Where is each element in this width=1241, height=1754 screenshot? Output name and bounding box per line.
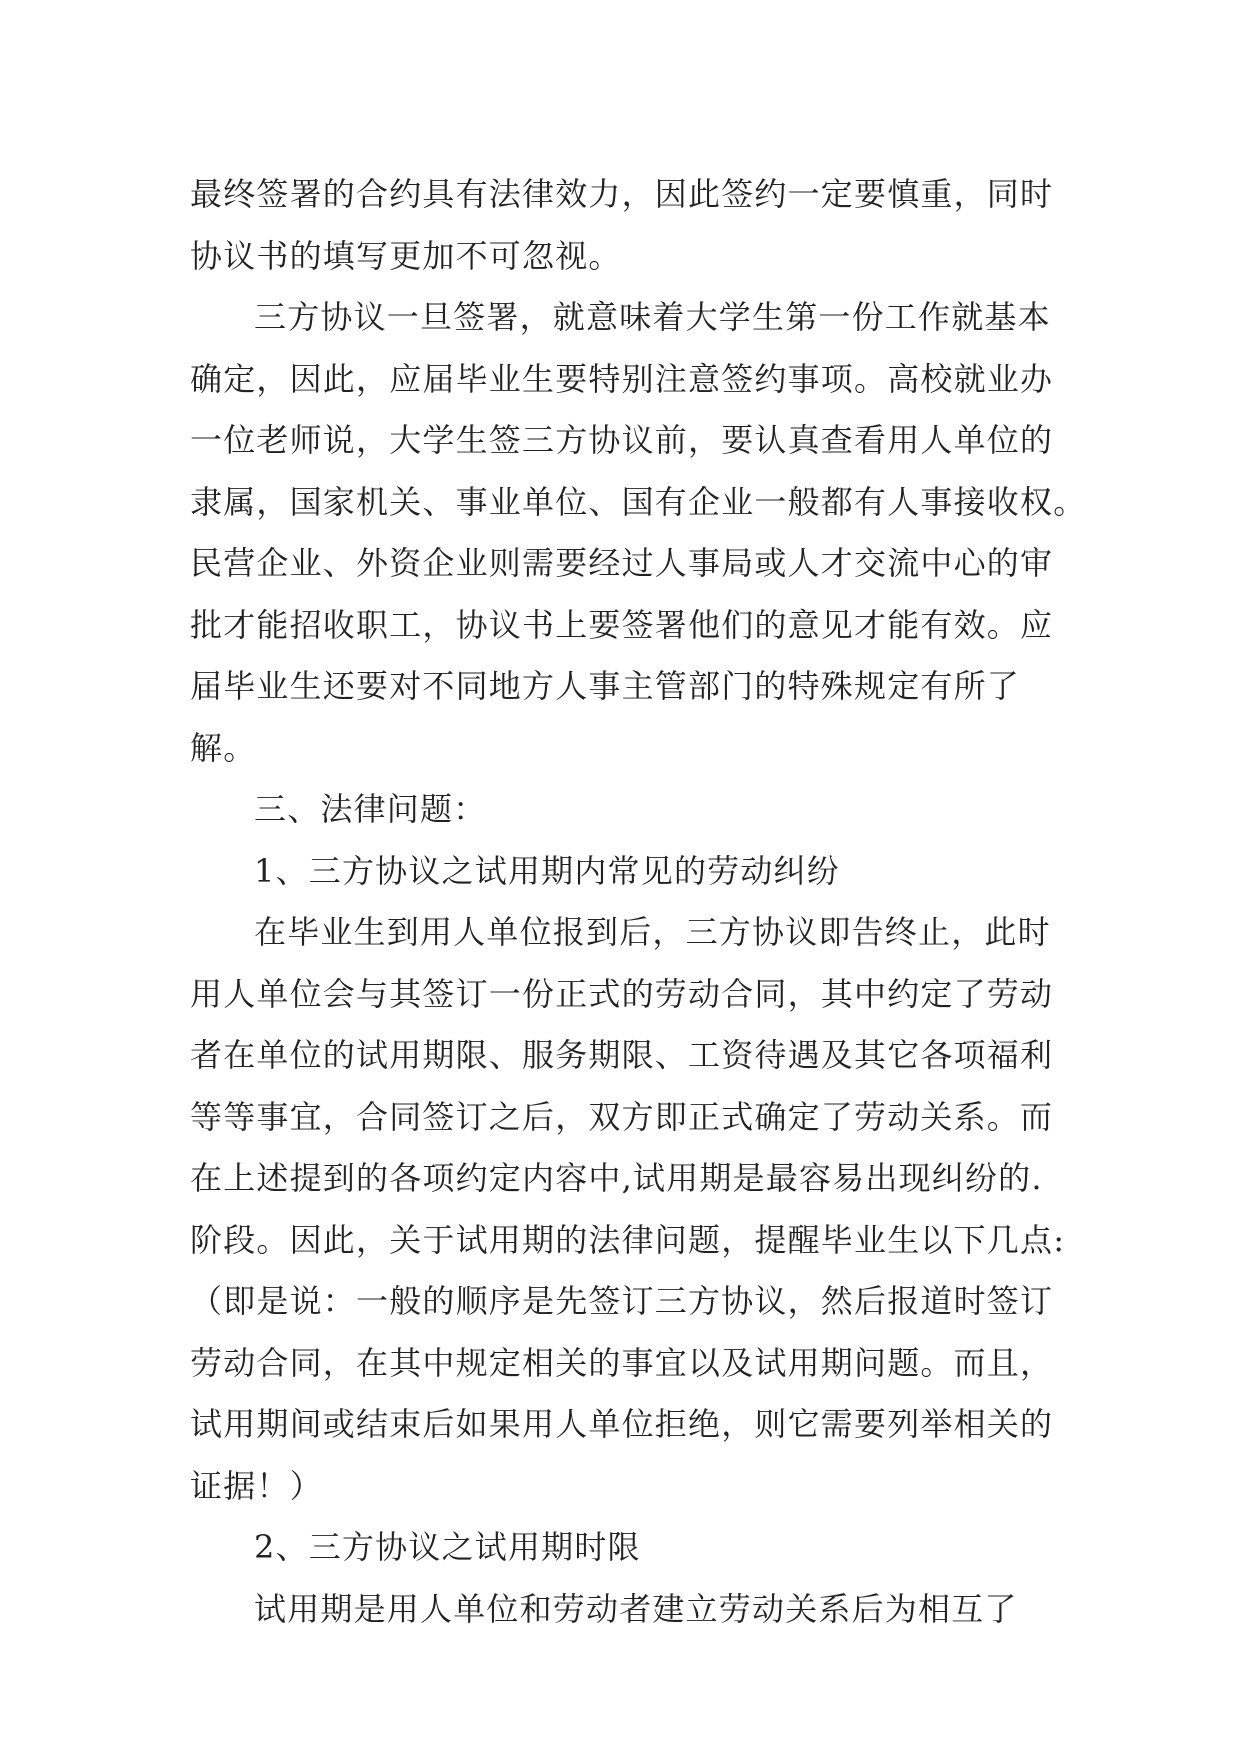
subsection-heading: 2、三方协议之试用期时限	[254, 1528, 641, 1566]
text-line: 劳动合同，在其中规定相关的事宜以及试用期问题。而且，	[190, 1343, 1054, 1382]
text-line: 等等事宜，合同签订之后，双方即正式确定了劳动关系。而	[190, 1097, 1054, 1136]
text-line: 阶段。因此，关于试用期的法律问题，提醒毕业生以下几点:	[190, 1220, 1066, 1259]
text-line: 在上述提到的各项约定内容中,试用期是最容易出现纠纷的.	[190, 1159, 1043, 1197]
section-heading: 三、法律问题：	[254, 790, 487, 828]
text-line: 者在单位的试用期限、服务期限、工资待遇及其它各项福利	[190, 1036, 1054, 1074]
paragraph-start-line: 在毕业生到用人单位报到后，三方协议即告终止，此时	[254, 913, 1051, 951]
text-line: 届毕业生还要对不同地方人事主管部门的特殊规定有所了	[190, 667, 1021, 705]
text-line: 协议书的填写更加不可忽视。	[190, 236, 622, 275]
text-line: 最终签署的合约具有法律效力，因此签约一定要慎重，同时	[190, 175, 1054, 213]
text-line: （即是说：一般的顺序是先签订三方协议，然后报道时签订	[190, 1282, 1054, 1320]
text-line: 一位老师说，大学生签三方协议前，要认真查看用人单位的	[190, 421, 1054, 459]
text-line: 解。	[190, 728, 257, 767]
text-line: 试用期间或结束后如果用人单位拒绝，则它需要列举相关的	[190, 1405, 1054, 1443]
text-line: 隶属，国家机关、事业单位、国有企业一般都有人事接收权。	[190, 482, 1087, 521]
paragraph-start-line: 三方协议一旦签署，就意味着大学生第一份工作就基本	[254, 298, 1051, 336]
document-body	[190, 164, 1087, 1640]
text-line: 批才能招收职工，协议书上要签署他们的意见才能有效。应	[190, 605, 1054, 644]
text-line: 证据！）	[190, 1466, 323, 1505]
text-line: 民营企业、外资企业则需要经过人事局或人才交流中心的审	[190, 544, 1054, 582]
subsection-heading: 1、三方协议之试用期内常见的劳动纠纷	[254, 851, 840, 890]
text-line: 确定，因此，应届毕业生要特别注意签约事项。高校就业办	[190, 359, 1054, 398]
text-line: 用人单位会与其签订一份正式的劳动合同，其中约定了劳动	[190, 974, 1054, 1013]
paragraph-start-line: 试用期是用人单位和劳动者建立劳动关系后为相互了	[254, 1589, 1018, 1628]
